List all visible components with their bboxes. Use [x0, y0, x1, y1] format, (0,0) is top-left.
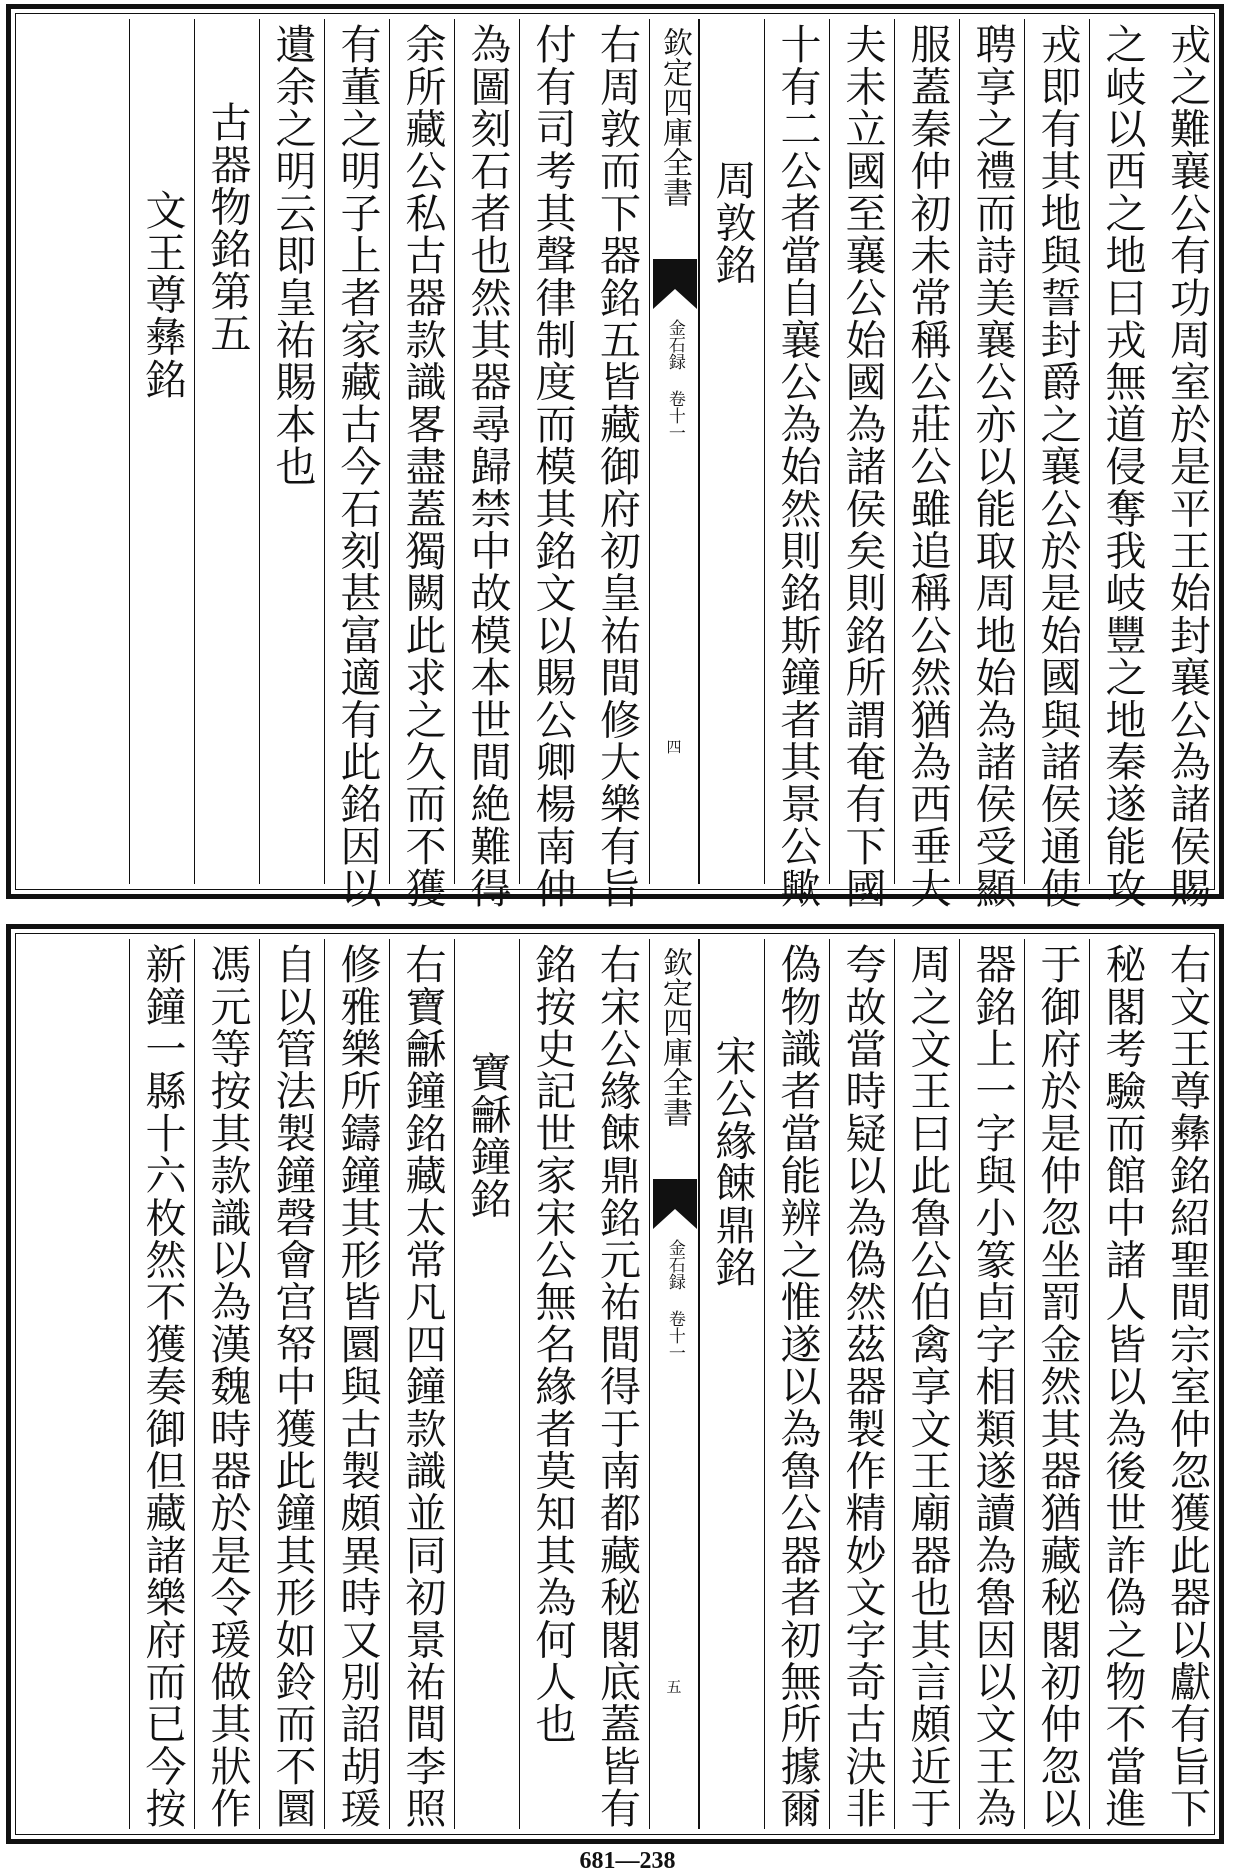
text-column — [584, 19, 649, 910]
text-column — [829, 19, 894, 910]
text-column — [959, 939, 1024, 1829]
text-column — [1024, 939, 1089, 1829]
text-column — [324, 19, 389, 910]
column-text: 十有二公者當自襄公為始然則銘斯鐘者其景公歟 — [773, 23, 822, 910]
text-column — [454, 939, 519, 1829]
column-text: 自以管法製鐘磬會宫帑中獲此鐘其形如鈴而不圜 — [268, 943, 317, 1830]
column-text: 右寶龢鐘銘藏太常凡四鐘款識並同初景祐間李照 — [398, 943, 447, 1830]
fishtail-mark-icon — [653, 1179, 697, 1229]
column-text: 器銘上一字與小篆卣字相類遂讀為魯因以文王為 — [968, 943, 1017, 1830]
text-column — [519, 939, 584, 1829]
text-column — [829, 939, 894, 1829]
column-text: 聘享之禮而詩美襄公亦以能取周地始為諸侯受顯 — [968, 23, 1017, 910]
column-text: 新鐘一縣十六枚然不獲奏御但藏諸樂府而已今按 — [138, 943, 187, 1830]
column-text: 秘閣考驗而館中諸人皆以為後世詐偽之物不當進 — [1098, 943, 1147, 1830]
text-column — [699, 19, 764, 884]
text-column — [764, 19, 829, 910]
text-column — [1154, 939, 1219, 1829]
text-column — [194, 19, 259, 884]
volume-label: 金石録 卷十一 — [664, 319, 685, 441]
chapter-title: 古器物銘第五 — [203, 101, 252, 355]
column-text: 于御府於是仲忽坐罰金然其器猶藏秘閣初仲忽以 — [1033, 943, 1082, 1830]
text-column — [324, 939, 389, 1829]
fold-center-strip — [649, 939, 699, 1829]
fishtail-mark-icon — [653, 259, 697, 309]
text-column — [129, 19, 194, 884]
text-column — [959, 19, 1024, 910]
column-text: 為圖刻石者也然其器尋歸禁中故模本世間絶難得 — [463, 23, 512, 910]
text-column — [129, 939, 194, 1829]
page-bottom-inner — [21, 939, 1209, 1829]
section-title: 寶龢鐘銘 — [463, 1051, 512, 1220]
column-text: 余所藏公私古器款識畧盡蓋獨闕此求之久而不獲 — [398, 23, 447, 910]
fold-center-strip — [649, 19, 699, 884]
text-column — [1024, 19, 1089, 910]
text-column — [894, 939, 959, 1829]
column-text: 遺余之明云即皇祐賜本也 — [268, 23, 317, 488]
book-title: 欽定四庫全書 — [657, 947, 692, 1127]
column-text: 修雅樂所鑄鐘其形皆圜與古製頗異時又別詔胡瑗 — [333, 943, 382, 1830]
text-column — [699, 939, 764, 1829]
section-title: 文王尊彝銘 — [138, 189, 187, 400]
leaf-number: 四 — [664, 739, 683, 754]
text-column — [894, 19, 959, 910]
column-text: 右文王尊彝銘紹聖間宗室仲忽獲此器以獻有旨下 — [1163, 943, 1211, 1830]
text-column — [584, 939, 649, 1829]
text-column — [1089, 939, 1154, 1829]
text-column — [259, 19, 324, 884]
text-column — [454, 19, 519, 910]
text-column — [259, 939, 324, 1829]
book-title: 欽定四庫全書 — [657, 27, 692, 207]
page-top-inner — [21, 19, 1211, 910]
column-text: 戎即有其地與誓封爵之襄公於是始國與諸侯通使 — [1033, 23, 1082, 910]
column-text: 馮元等按其款識以為漢魏時器於是令瑗做其狀作 — [203, 943, 252, 1830]
section-title: 周敦銘 — [708, 159, 757, 286]
text-column — [519, 19, 584, 910]
page-top — [6, 4, 1224, 910]
column-text: 有董之明子上者家藏古今石刻甚富適有此銘因以 — [333, 23, 382, 910]
text-column — [764, 939, 829, 1829]
section-title: 宋公緣餗鼎銘 — [708, 1035, 757, 1289]
column-text: 周之文王曰此魯公伯禽享文王廟器也其言頗近于 — [903, 943, 952, 1830]
column-text: 之岐以西之地曰戎無道侵奪我岐豐之地秦遂能攻 — [1098, 23, 1147, 910]
page-bottom — [6, 924, 1224, 1844]
text-column — [389, 939, 454, 1829]
volume-label: 金石録 卷十一 — [664, 1239, 685, 1361]
column-text: 付有司考其聲律制度而模其銘文以賜公卿楊南仲 — [528, 23, 577, 910]
column-text: 銘按史記世家宋公無名緣者莫知其為何人也 — [528, 943, 577, 1745]
column-text: 服蓋秦仲初未常稱公莊公雖追稱公然猶為西垂大 — [903, 23, 952, 910]
column-text: 夫未立國至襄公始國為諸侯矣則銘所謂奄有下國 — [838, 23, 887, 910]
text-column — [1154, 19, 1219, 910]
column-text: 右宋公緣餗鼎銘元祐間得于南都藏秘閣底蓋皆有 — [593, 943, 641, 1830]
page-footer-number: 681—238 — [579, 1848, 676, 1874]
text-column — [389, 19, 454, 910]
column-text: 戎之難襄公有功周室於是平王始封襄公為諸侯賜 — [1163, 23, 1211, 910]
column-text: 夸故當時疑以為偽然茲器製作精妙文字奇古決非 — [838, 943, 887, 1830]
column-text: 偽物識者當能辨之惟遂以為魯公器者初無所據爾 — [773, 943, 822, 1830]
column-text: 右周敦而下器銘五皆藏御府初皇祐間修大樂有旨 — [593, 23, 641, 910]
leaf-number: 五 — [664, 1679, 683, 1694]
text-column — [194, 939, 259, 1829]
text-column — [1089, 19, 1154, 910]
